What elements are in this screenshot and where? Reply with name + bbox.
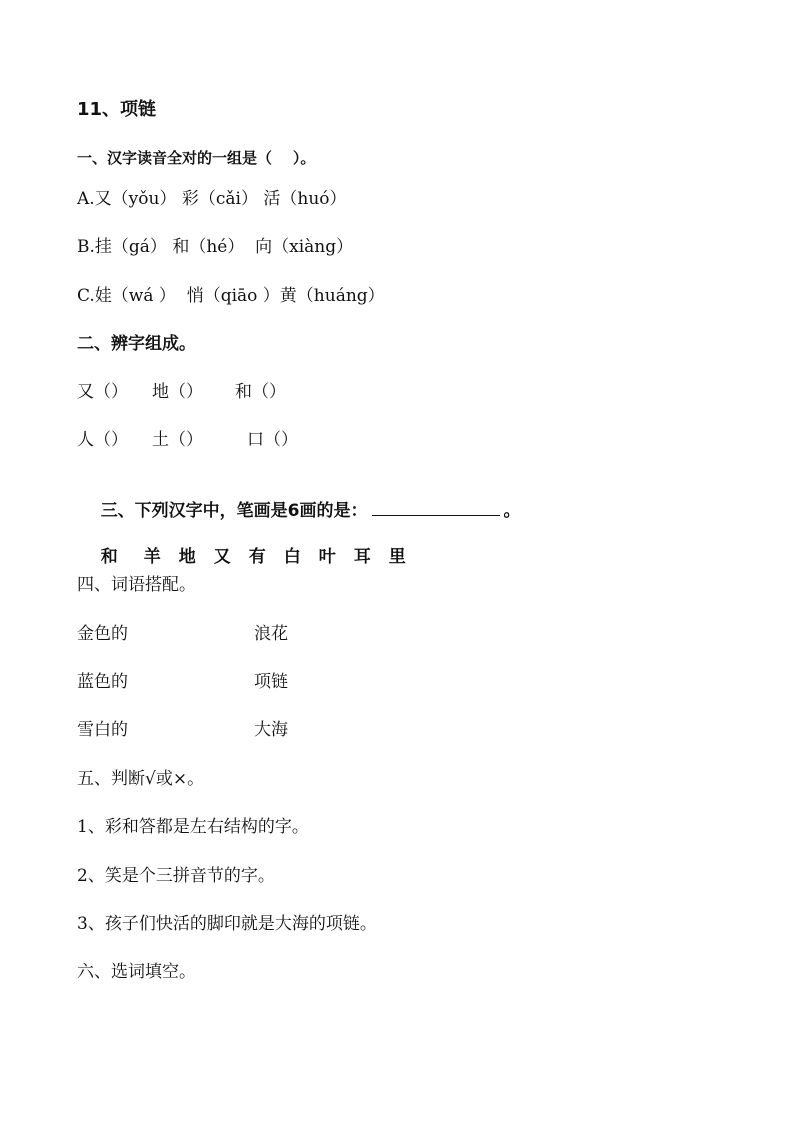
match-right-item: 大海 — [254, 720, 288, 740]
question-3-heading-end: 。 — [503, 501, 521, 521]
question-2-item: 口（） — [247, 430, 298, 450]
char-option: 又 — [213, 547, 231, 567]
char-option: 羊 — [143, 547, 161, 567]
question-1-option-c: C.娃（wá ） 悄（qiāo ）黄（huáng） — [77, 286, 385, 306]
match-left-item: 蓝色的 — [77, 672, 128, 692]
char-option: 和 — [100, 547, 118, 567]
question-4-heading: 四、词语搭配。 — [77, 575, 196, 595]
char-option: 叶 — [318, 547, 336, 567]
match-right-item: 项链 — [254, 672, 288, 692]
question-1-heading: 一、汉字读音全对的一组是（ ）。 — [77, 149, 316, 167]
question-2-item: 和（） — [235, 382, 286, 402]
judgment-item: 3、孩子们快活的脚印就是大海的项链。 — [77, 914, 377, 934]
question-2-item: 土（） — [152, 430, 203, 450]
match-right-item: 浪花 — [254, 624, 288, 644]
judgment-item: 1、彩和答都是左右结构的字。 — [77, 817, 309, 837]
answer-blank[interactable] — [372, 499, 500, 516]
question-1-option-a: A.又（yǒu） 彩（cǎi） 活（huó） — [77, 189, 347, 209]
question-5-heading: 五、判断√或×。 — [77, 769, 205, 789]
char-option: 耳 — [353, 547, 371, 567]
judgment-item: 2、笑是个三拼音节的字。 — [77, 866, 275, 886]
question-3-heading-text: 三、下列汉字中，笔画是6画的是： — [100, 501, 368, 521]
match-left-item: 金色的 — [77, 624, 128, 644]
match-left-item: 雪白的 — [77, 720, 128, 740]
question-2-item: 地（） — [152, 382, 203, 402]
char-option: 有 — [248, 547, 266, 567]
question-1-option-b: B.挂（gá） 和（hé） 向（xiàng） — [77, 237, 354, 257]
char-option: 地 — [178, 547, 196, 567]
char-option: 白 — [283, 547, 301, 567]
question-2-heading: 二、辨字组成。 — [77, 334, 196, 354]
question-6-heading: 六、选词填空。 — [77, 962, 196, 982]
char-option: 里 — [388, 547, 406, 567]
question-2-item: 人（） — [77, 430, 128, 450]
question-2-item: 又（） — [77, 382, 128, 402]
page-title: 11、项链 — [77, 99, 157, 120]
